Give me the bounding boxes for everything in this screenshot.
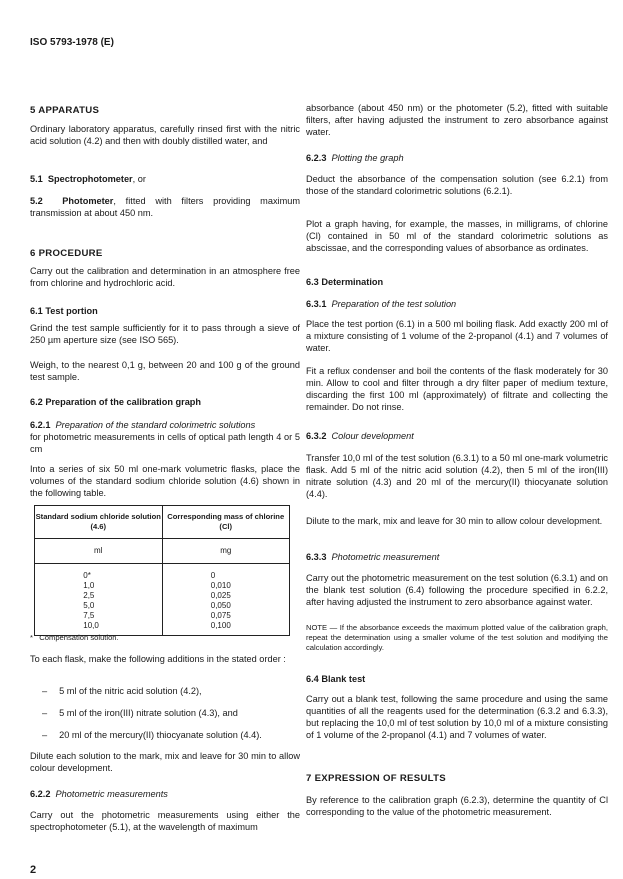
section-6-2-1 (30, 419, 300, 455)
dilute-text: Dilute each solution to the mark, mix and leave for 30 min to allow colour development. (30, 751, 300, 773)
s52-num: 5.2 (30, 196, 43, 206)
cell: 0 (210, 571, 216, 580)
section-6-3-2-heading (306, 430, 608, 442)
cell: 2,5 (83, 591, 95, 600)
section-6-3-3-heading (306, 551, 608, 563)
calibration-table-wrap (34, 505, 290, 636)
cell: 7,5 (83, 611, 95, 620)
section-6-2-3-p2: Plot a graph having, for example, the masses, in milligrams, of chlorine (Cl) contained in 50 ml of the standard colorimetric solutions as abscissae, and the corresponding values of absorbance as ordinates. (306, 219, 608, 253)
s623-num: 6.2.3 (306, 153, 327, 163)
note: NOTE — If the absorbance exceeds the maximum plotted value of the calibration graph, repeat the determination using a smaller volume of the test solution and modifying the calculation accordingly. (306, 623, 608, 652)
section-6-2-heading: 6.2 Preparation of the calibration graph (30, 397, 202, 407)
cell: 5,0 (83, 601, 95, 610)
s633-title: Photometric measurement (331, 552, 440, 562)
section-6-heading: 6 PROCEDURE (30, 248, 103, 259)
s623-title: Plotting the graph (331, 153, 404, 163)
section-5-heading: 5 APPARATUS (30, 105, 100, 116)
cell: 1,0 (83, 581, 95, 590)
section-6-1-heading: 6.1 Test portion (30, 306, 98, 316)
s621-num: 6.2.1 (30, 420, 51, 430)
cell: 0,050 (210, 601, 231, 610)
cell: 0,025 (210, 591, 231, 600)
s51-num: 5.1 (30, 174, 43, 184)
cell: 0,010 (210, 581, 231, 590)
continued-text: absorbance (about 450 nm) or the photometer (5.2), fitted with suitable filters, after having adjusted the instrument to zero absorbance against water. (306, 103, 608, 137)
cell: 0,075 (210, 611, 231, 620)
section-6-3-1-heading (306, 298, 608, 310)
section-5-2 (30, 195, 300, 219)
section-7-text: By reference to the calibration graph (6.2.3), determine the quantity of Cl corresponding to the value of the photometric measurement. (306, 795, 608, 817)
section-6-2-1-text: Into a series of six 50 ml one-mark volumetric flasks, place the volumes of the standard sodium chloride solution (4.6) shown in the following table. (30, 464, 300, 498)
s51-term: Spectrophotometer (47, 174, 133, 184)
section-6-2-3-heading (306, 152, 608, 164)
table-col1-values (35, 564, 163, 636)
section-6-3-2-p2: Dilute to the mark, mix and leave for 30 min to allow colour development. (306, 516, 603, 526)
s622-num: 6.2.2 (30, 789, 51, 799)
section-6-4-text: Carry out a blank test, following the same procedure and using the same quantities of all the reagents used for the determination (6.3.2 and 6.3.3), but replacing the 10,0 ml of test solution by 10,0 ml of a mixture consisting of 1 volume of the 2-propanol (4.1) and 7 volumes of water. (306, 694, 608, 740)
s52-term: Photometer (62, 196, 114, 206)
list-item: – 5 ml of the nitric acid solution (4.2), (42, 685, 300, 697)
s622-title: Photometric measurements (55, 789, 168, 799)
s632-title: Colour development (331, 431, 414, 441)
cell: 0,100 (210, 621, 231, 630)
s631-num: 6.3.1 (306, 299, 327, 309)
section-6-2-2-text: Carry out the photometric measurements using either the spectrophotometer (5.1), at the wavelength of maximum (30, 810, 300, 832)
s621-title: Preparation of the standard colorimetric solutions (55, 420, 256, 430)
page-header: ISO 5793-1978 (E) (30, 37, 114, 48)
table-header-col2: Corresponding mass of chlorine (Cl) (162, 506, 290, 539)
section-6-3-1-p2: Fit a reflux condenser and boil the contents of the flask moderately for 30 min. Allow to cool and filter through a dry filter paper of medium texture, discarding the first 100 ml (approximately) of filtrate and collecting the remainder. Do not rinse. (306, 366, 608, 412)
s621-sub: for photometric measurements in cells of optical path length 4 or 5 cm (30, 432, 300, 454)
cell: 10,0 (83, 621, 99, 630)
section-6-text: Carry out the calibration and determination in an atmosphere free from chlorine and hydrochloric acid. (30, 266, 300, 288)
s632-num: 6.3.2 (306, 431, 327, 441)
list-item: – 20 ml of the mercury(II) thiocyanate solution (4.4). (42, 729, 300, 741)
table-unit-col2: mg (162, 539, 290, 564)
section-6-1-p2: Weigh, to the nearest 0,1 g, between 20 and 100 g of the ground test sample. (30, 360, 300, 382)
additions-intro: To each flask, make the following additions in the stated order : (30, 654, 286, 664)
table-header-col1: Standard sodium chloride solution (4.6) (35, 506, 163, 539)
section-6-2-2-heading (30, 788, 300, 800)
section-6-4-heading: 6.4 Blank test (306, 674, 366, 684)
section-6-3-2-p1: Transfer 10,0 ml of the test solution (6.3.1) to a 50 ml one-mark volumetric flask. Add 5 ml of the nitric acid solution (4.2), then 5 ml of the iron(III) nitrate solution (4.3) and 20 ml of the mercury(II) thiocyanate solution (4.4). (306, 453, 608, 499)
s633-num: 6.3.3 (306, 552, 327, 562)
s631-title: Preparation of the test solution (331, 299, 457, 309)
section-5-text: Ordinary laboratory apparatus, carefully rinsed first with the nitric acid solution (4.2) and then with doubly distilled water, and (30, 124, 300, 146)
s52-rest: , fitted with filters providing maximum transmission at about 450 nm. (30, 196, 300, 218)
list-item: – 5 ml of the iron(III) nitrate solution (4.3), and (42, 707, 300, 719)
additions-list (30, 685, 300, 751)
section-6-3-3-text: Carry out the photometric measurement on the test solution (6.3.1) and on the blank test solution (6.4) following the procedure specified in 6.2.2, after having adjusted the instrument to zero absorbance against water. (306, 573, 608, 607)
page-number: 2 (30, 864, 37, 876)
section-5-1 (30, 173, 300, 185)
table-unit-col1: ml (35, 539, 163, 564)
table-col2-values (162, 564, 290, 636)
section-7-heading: 7 EXPRESSION OF RESULTS (306, 773, 446, 784)
cell: 0* (83, 571, 91, 580)
section-6-3-heading: 6.3 Determination (306, 277, 384, 287)
section-6-3-1-p1: Place the test portion (6.1) in a 500 ml boiling flask. Add exactly 200 ml of a mixture consisting of 1 volume of the 2-propanol (4.1) and 7 volumes of water. (306, 319, 608, 353)
s51-rest: , or (132, 174, 146, 184)
calibration-table (34, 505, 290, 636)
table-footnote: * Compensation solution. (30, 633, 119, 642)
section-6-1-p1: Grind the test sample sufficiently for it to pass through a sieve of 250 µm aperture size (see ISO 565). (30, 323, 300, 345)
section-6-2-3-p1: Deduct the absorbance of the compensation solution (see 6.2.1) from those of the standard colorimetric solutions (6.2.1). (306, 174, 608, 196)
